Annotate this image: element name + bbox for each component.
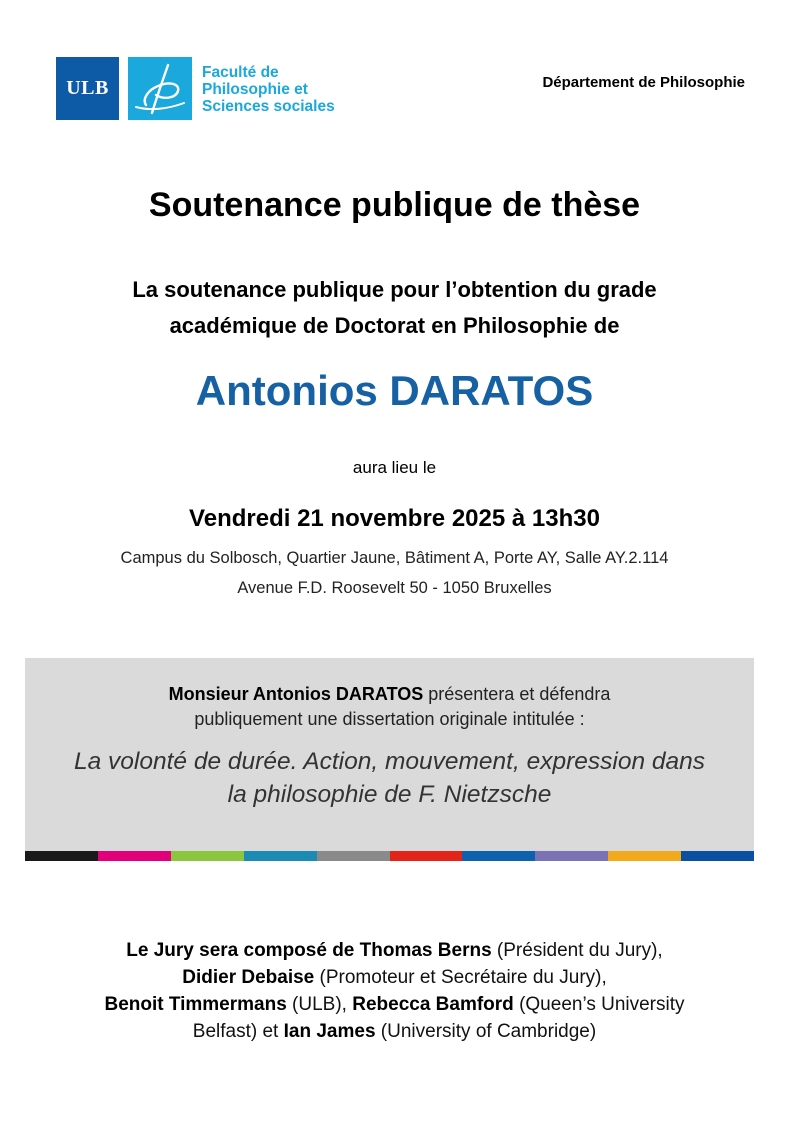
department-name: Département de Philosophie xyxy=(542,74,745,91)
stripe-segment xyxy=(244,851,317,861)
jury-member3-name: Ian James xyxy=(283,1021,376,1042)
intro-line-1: La soutenance publique pour l’obtention du grade xyxy=(132,277,657,302)
jury-member1-affiliation: (ULB), xyxy=(286,994,353,1015)
thesis-title-line-1: La volonté de durée. Action, mouvement, expression dans xyxy=(73,748,706,775)
address-line-1: Campus du Solbosch, Quartier Jaune, Bâtiment A, Porte AY, Salle AY.2.114 xyxy=(120,549,669,567)
stripe-segment xyxy=(171,851,244,861)
jury-promoteur-role: (Promoteur et Secrétaire du Jury), xyxy=(314,967,607,988)
defense-date-time: Vendredi 21 novembre 2025 à 13h30 xyxy=(189,505,600,532)
stripe-segment xyxy=(681,851,754,861)
jury-line-2 xyxy=(0,967,789,989)
address-line-2: Avenue F.D. Roosevelt 50 - 1050 Bruxelles xyxy=(237,579,552,597)
jury-member2-affiliation: (Queen’s University xyxy=(513,994,685,1015)
presentation-line-1 xyxy=(25,684,754,705)
stripe-segment xyxy=(462,851,535,861)
color-stripe xyxy=(25,851,754,861)
presentation-box xyxy=(25,658,754,852)
jury-president-name: Thomas Berns xyxy=(359,940,492,961)
ulb-faculty-logo xyxy=(56,57,333,121)
faculty-name-line-3: Sciences sociales xyxy=(202,98,335,115)
jury-member2-affiliation-cont: Belfast) et xyxy=(192,1021,284,1042)
faculty-emblem-icon xyxy=(128,57,192,120)
jury-member3-affiliation: (University of Cambridge) xyxy=(375,1021,597,1042)
presentation-verb: présentera et défendra xyxy=(423,684,611,704)
stripe-segment xyxy=(390,851,463,861)
stripe-segment xyxy=(98,851,171,861)
intro-line-2: académique de Doctorat en Philosophie de xyxy=(169,313,620,338)
ulb-logo-box xyxy=(56,57,119,120)
jury-intro: Le Jury sera composé de xyxy=(126,940,360,961)
ulb-logo-text: ULB xyxy=(66,77,109,99)
jury-president-role: (Président du Jury), xyxy=(491,940,663,961)
stripe-segment xyxy=(25,851,98,861)
jury-member1-name: Benoit Timmermans xyxy=(104,994,287,1015)
candidate-name-bold: Monsieur Antonios DARATOS xyxy=(168,684,424,704)
stripe-segment xyxy=(608,851,681,861)
jury-promoteur-name: Didier Debaise xyxy=(182,967,315,988)
jury-line-1 xyxy=(0,940,789,962)
candidate-name: Antonios DARATOS xyxy=(195,367,594,414)
thesis-title-line-2: la philosophie de F. Nietzsche xyxy=(227,781,552,808)
stripe-segment xyxy=(317,851,390,861)
presentation-line-2: publiquement une dissertation originale intitulée : xyxy=(194,709,585,729)
jury-member2-name: Rebecca Bamford xyxy=(352,994,514,1015)
page-title: Soutenance publique de thèse xyxy=(148,186,641,224)
stripe-segment xyxy=(535,851,608,861)
faculty-name-line-1: Faculté de xyxy=(202,64,279,81)
jury-line-3 xyxy=(0,994,789,1016)
aura-lieu-text: aura lieu le xyxy=(352,458,437,477)
faculty-name-line-2: Philosophie et xyxy=(202,81,308,98)
jury-line-4 xyxy=(0,1021,789,1043)
